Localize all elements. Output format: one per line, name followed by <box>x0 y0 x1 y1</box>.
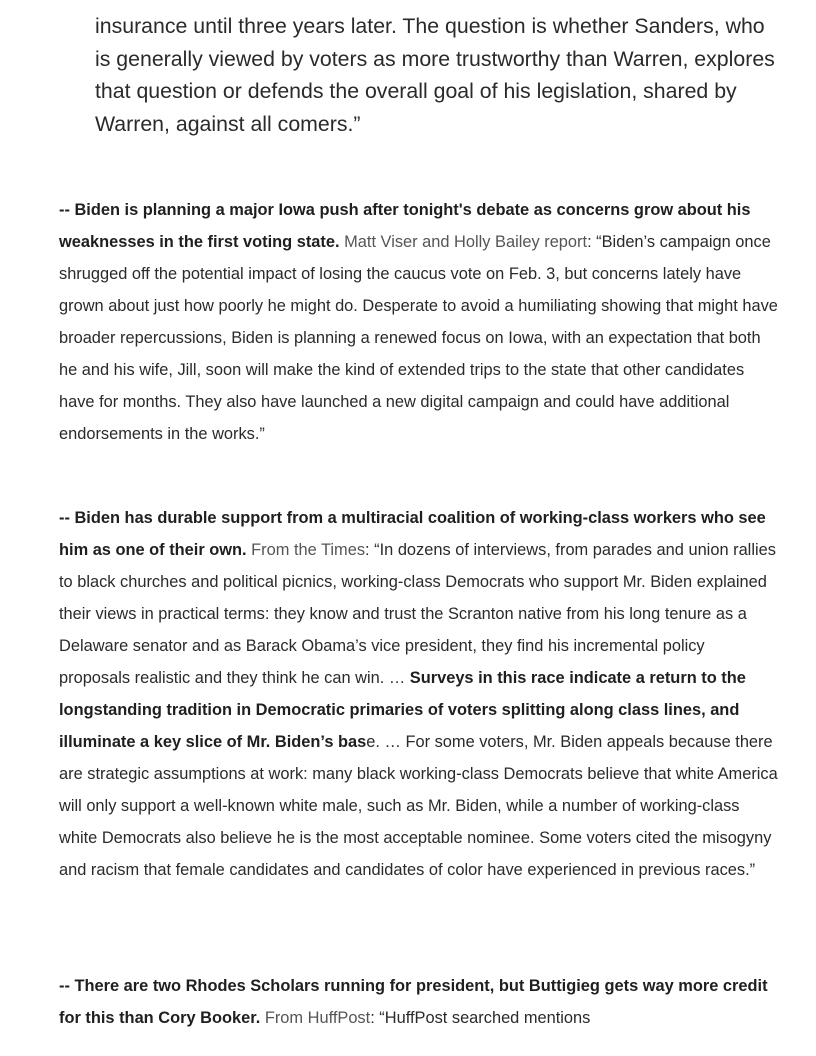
item-body: : “In dozens of interviews, from parades and union rallies to black churches and political picnics, working-class Democrats who support Mr. Biden explained their views in practical terms: they know and trust the Scranton native from his long tenure as a Delaware senator and as Barack Obama’s vice president, they find his incremental policy proposals realistic and they think he can win. … <box>59 541 776 687</box>
source-link[interactable]: From HuffPost <box>264 1009 371 1027</box>
item-body: : “Biden’s campaign once shrugged off the potential impact of losing the caucus vote on Feb. 3, but concerns lately have grown about just how poorly he might do. Desperate to avoid a humiliating showing that might have broader repercussions, Biden is planning a renewed focus on Iowa, with an expectation that both he and his wife, Jill, soon will make the kind of extended trips to the state that other candidates have for months. They also have launched a new digital campaign and could have additional endorsements in the works.” <box>59 233 778 443</box>
item-headline: -- Biden has durable support from a multiracial coalition of working-class workers who see him as one of their own. <box>59 509 766 559</box>
item-body-continued: e. … For some voters, Mr. Biden appeals because there are strategic assumptions at work: many black working-class Democrats believe that white America will only support a well-known white male, such as Mr. Biden, while a number of working-class white Democrats also believe he is the most acceptable nominee. Some voters cited the misogyny and racism that female candidates and candidates of color have experienced in previous races.” <box>59 733 778 879</box>
item-body: : “HuffPost searched mentions <box>370 1009 591 1027</box>
news-item-biden-iowa <box>59 194 779 450</box>
item-headline: -- Biden is planning a major Iowa push after tonight's debate as concerns grow about his weaknesses in the first voting state. <box>59 201 751 251</box>
source-link[interactable]: Matt Viser and Holly Bailey report <box>344 233 588 251</box>
item-headline: -- There are two Rhodes Scholars running for president, but Buttigieg gets way more credit for this than Cory Booker. <box>59 977 768 1027</box>
blockquote-text: insurance until three years later. The question is whether Sanders, who is generally viewed by voters as more trustworthy than Warren, explores that question or defends the overall goal of his legislation, shared by Warren, against all comers.” <box>95 14 775 136</box>
item-emphasis: Surveys in this race indicate a return to the longstanding tradition in Democratic primaries of voters splitting along class lines, and illuminate a key slice of Mr. Biden’s bas <box>59 669 746 751</box>
blockquote <box>95 10 775 140</box>
news-item-biden-coalition <box>59 502 779 886</box>
source-link[interactable]: From the Times <box>251 541 366 559</box>
news-item-rhodes-scholars <box>59 970 779 1034</box>
